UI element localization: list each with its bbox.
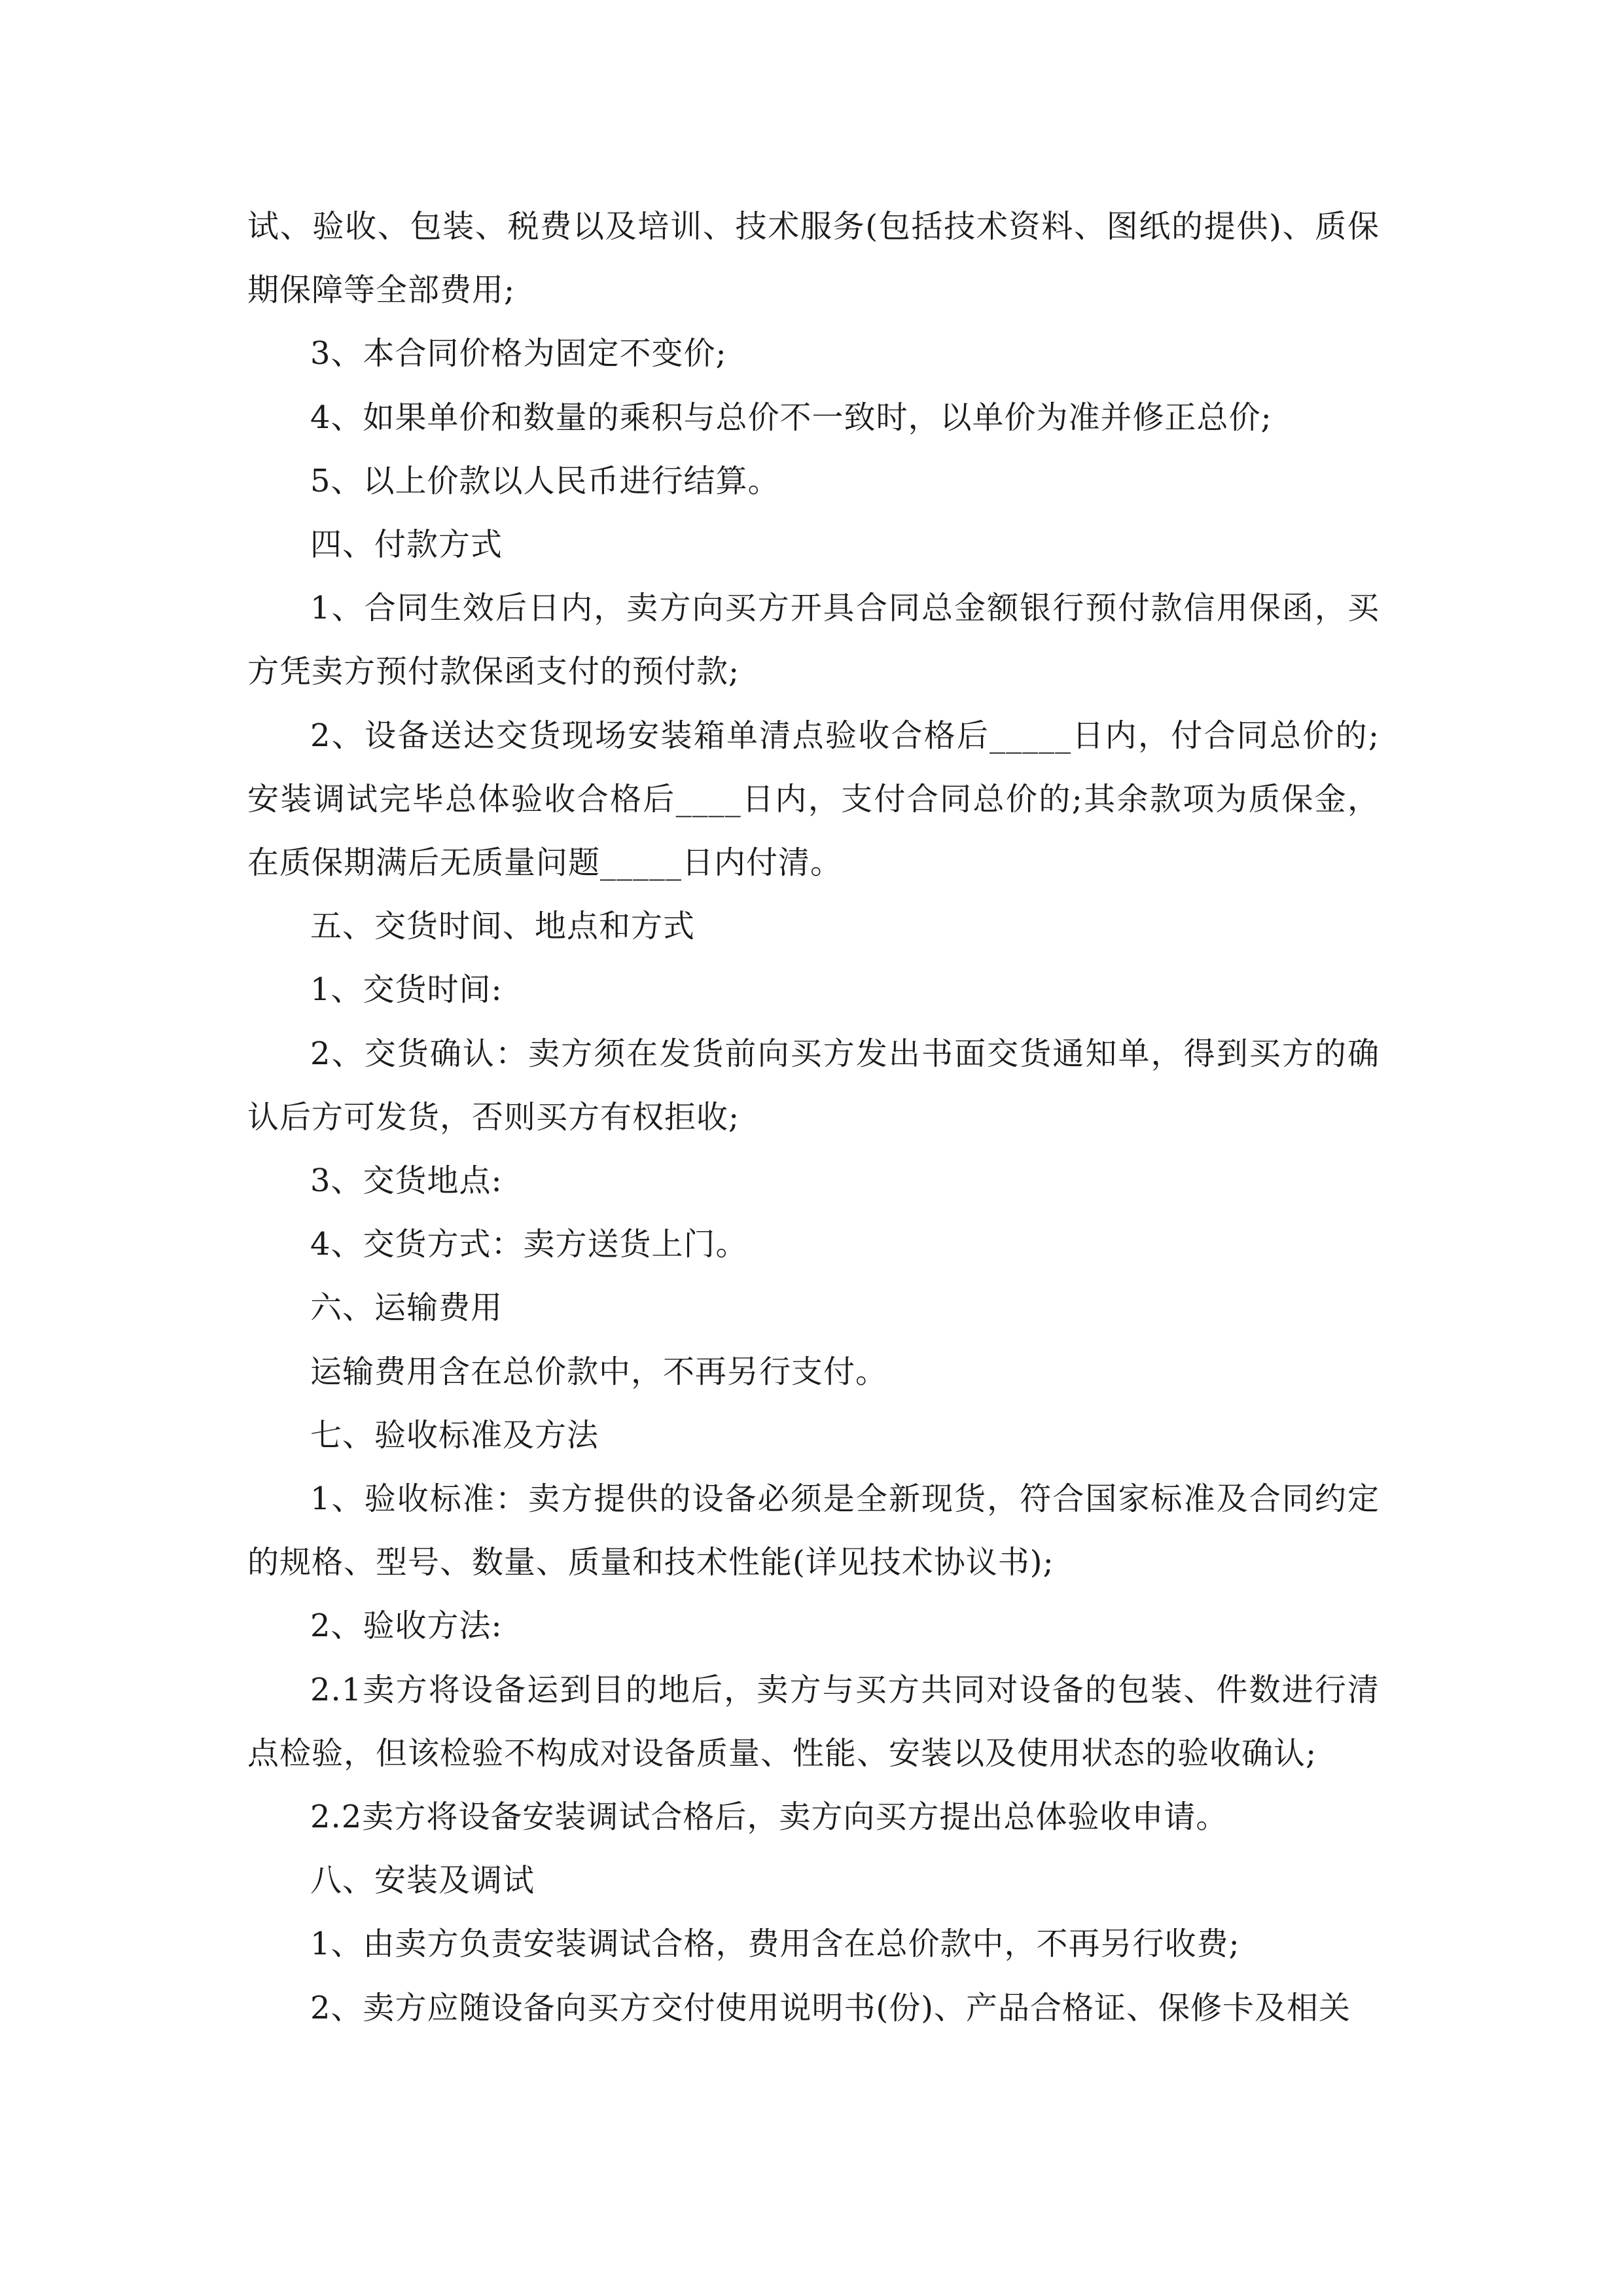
paragraph-acceptance-2-1: 2.1卖方将设备运到目的地后，卖方与买方共同对设备的包装、件数进行清点检验，但该检验不构成对设备质量、性能、安装以及使用状态的验收确认; [247,1671,1380,1772]
paragraph-delivery-place: 3、交货地点: [310,1162,503,1200]
section-heading-payment: 四、付款方式 [310,526,503,564]
paragraph-acceptance-standard: 1、验收标准：卖方提供的设备必须是全新现货，符合国家标准及合同约定的规格、型号、数量、质量和技术性能(详见技术协议书); [247,1480,1380,1581]
paragraph-delivery-method: 4、交货方式：卖方送货上门。 [310,1226,748,1263]
paragraph-currency: 5、以上价款以人民币进行结算。 [310,462,780,499]
paragraph-acceptance-2-2: 2.2卖方将设备安装调试合格后，卖方向买方提出总体验收申请。 [310,1799,1228,1836]
paragraph-payment-1: 1、合同生效后日内，卖方向买方开具合同总金额银行预付款信用保函，买方凭卖方预付款保函支付的预付款; [247,590,1380,691]
paragraph-payment-2: 2、设备送达交货现场安装箱单清点验收合格后_____日内，付合同总价的;安装调试完毕总体验收合格后____日内，支付合同总价的;其余款项为质保金，在质保期满后无质量问题_____日内付清。 [247,717,1380,882]
paragraph-installation-1: 1、由卖方负责安装调试合格，费用含在总价款中，不再另行收费; [310,1926,1240,1963]
paragraph-delivery-confirm: 2、交货确认：卖方须在发货前向买方发出书面交货通知单，得到买方的确认后方可发货，否则买方有权拒收; [247,1035,1380,1136]
section-heading-acceptance: 七、验收标准及方法 [310,1416,599,1454]
paragraph-price-correction: 4、如果单价和数量的乘积与总价不一致时，以单价为准并修正总价; [310,399,1272,436]
paragraph-delivery-time: 1、交货时间: [310,971,503,1009]
paragraph-transport: 运输费用含在总价款中，不再另行支付。 [310,1353,888,1390]
section-heading-transport: 六、运输费用 [310,1289,503,1327]
section-heading-delivery: 五、交货时间、地点和方式 [310,908,696,945]
paragraph-continuation: 试、验收、包装、税费以及培训、技术服务(包括技术资料、图纸的提供)、质保期保障等全部费用; [247,208,1380,309]
section-heading-installation: 八、安装及调试 [310,1862,535,1899]
paragraph-acceptance-method: 2、验收方法: [310,1607,503,1645]
document-body [247,195,1380,2040]
paragraph-installation-2: 2、卖方应随设备向买方交付使用说明书(份)、产品合格证、保修卡及相关 [310,1989,1351,2026]
paragraph-price-fixed: 3、本合同价格为固定不变价; [310,335,727,372]
